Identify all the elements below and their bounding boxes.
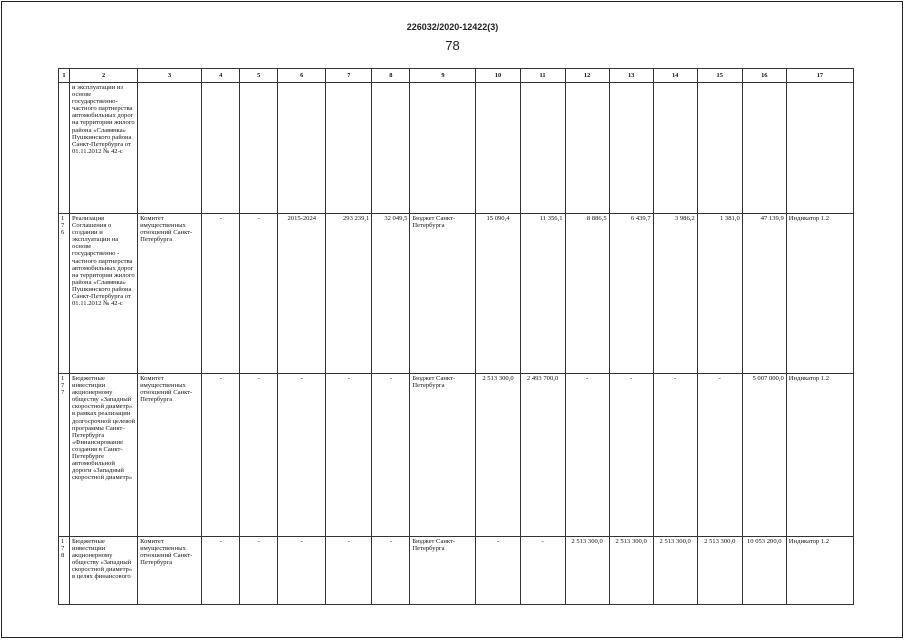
- table-row: [59, 374, 854, 537]
- column-header: 3: [138, 69, 202, 83]
- column-header: 11: [520, 69, 565, 83]
- cell: -: [326, 374, 372, 537]
- cell-value: 6 439,7: [609, 214, 653, 374]
- table-row: [59, 537, 854, 605]
- page-number: 78: [445, 38, 460, 53]
- cell: -: [202, 374, 240, 537]
- cell-source: [410, 83, 476, 214]
- cell-period: 2015-2024: [278, 214, 326, 374]
- cell: -: [240, 374, 278, 537]
- cell-value: 8 886,5: [565, 214, 609, 374]
- cell-number: 178: [59, 537, 70, 605]
- column-header: 6: [278, 69, 326, 83]
- cell: [565, 83, 609, 214]
- cell: -: [476, 537, 520, 605]
- column-header: 16: [742, 69, 786, 83]
- column-header: 1: [59, 69, 70, 83]
- column-header: 10: [476, 69, 520, 83]
- cell-value: 32 049,5: [372, 214, 410, 374]
- column-header: 7: [326, 69, 372, 83]
- cell-number: 176: [59, 214, 70, 374]
- cell-number: [59, 83, 70, 214]
- cell: -: [372, 537, 410, 605]
- cell: [697, 83, 742, 214]
- cell: [520, 83, 565, 214]
- cell: [278, 83, 326, 214]
- cell: -: [278, 537, 326, 605]
- cell-value: 2 513 300,0: [476, 374, 520, 537]
- cell-indicator: Индикатор 1.2: [786, 537, 853, 605]
- cell-executor: [138, 83, 202, 214]
- cell-source: Бюджет Санкт-Петербурга: [410, 537, 476, 605]
- cell-number: 177: [59, 374, 70, 537]
- cell: [372, 83, 410, 214]
- cell: [742, 83, 786, 214]
- cell-value: 293 239,1: [326, 214, 372, 374]
- document-id: 226032/2020-12422(3): [406, 22, 499, 32]
- cell: -: [240, 214, 278, 374]
- cell-description: Реализация Соглашения о создании и эксплуатации на основе государственно - частного партнерства автомобильных дорог на территории жилого района «Славянка» Пушкинского района Санкт-Петербурга от 01.11.2012 № 42-с: [70, 214, 138, 374]
- cell: -: [202, 537, 240, 605]
- column-header: 2: [70, 69, 138, 83]
- cell-value: 15 090,4: [476, 214, 520, 374]
- cell-indicator: Индикатор 1.2: [786, 214, 853, 374]
- cell-description: Бюджетные инвестиции акционерному обществу «Западный скоростной диаметр» в рамках реализации долгосрочной целевой программы Санкт-Петербурга «Финансирование создания в Санкт-Петербурге автомобильной дороги «Западный скоростной диаметр»: [70, 374, 138, 537]
- cell-value: 2 513 300,0: [697, 537, 742, 605]
- cell: -: [565, 374, 609, 537]
- cell-value: 2 513 300,0: [653, 537, 697, 605]
- cell: [653, 83, 697, 214]
- column-header: 8: [372, 69, 410, 83]
- cell-value: 2 493 700,0: [520, 374, 565, 537]
- cell: -: [609, 374, 653, 537]
- cell-executor: Комитет имущественных отношений Санкт-Петербурга: [138, 537, 202, 605]
- cell: -: [653, 374, 697, 537]
- cell: -: [372, 374, 410, 537]
- column-header: 4: [202, 69, 240, 83]
- cell-value: 2 513 300,0: [609, 537, 653, 605]
- budget-table: [58, 68, 854, 605]
- cell: [609, 83, 653, 214]
- column-header: 5: [240, 69, 278, 83]
- cell: [202, 83, 240, 214]
- column-header: 17: [786, 69, 853, 83]
- cell-value: 5 007 000,0: [742, 374, 786, 537]
- table-row: [59, 83, 854, 214]
- cell-value: 47 139,9: [742, 214, 786, 374]
- cell-value: 3 986,2: [653, 214, 697, 374]
- cell-description: и эксплуатации из основе государственно-частного партнерства автомобильных дорог на территории жилого района «Славянка» Пушкинского района Санкт-Петербурга от 01.11.2012 № 42-с: [70, 83, 138, 214]
- cell-value: 2 513 300,0: [565, 537, 609, 605]
- cell-value: 1 381,0: [697, 214, 742, 374]
- cell-description: Бюджетные инвестиции акционерному обществу «Западный скоростной диаметр» в целях финансового: [70, 537, 138, 605]
- cell-value: 11 356,1: [520, 214, 565, 374]
- column-header: 13: [609, 69, 653, 83]
- cell: [240, 83, 278, 214]
- cell-executor: Комитет имущественных отношений Санкт-Петербурга: [138, 374, 202, 537]
- cell: -: [240, 537, 278, 605]
- cell: [476, 83, 520, 214]
- cell: [326, 83, 372, 214]
- cell-executor: Комитет имущественных отношений Санкт-Петербурга: [138, 214, 202, 374]
- cell-indicator: [786, 83, 853, 214]
- column-header: 12: [565, 69, 609, 83]
- cell-source: Бюджет Санкт-Петербурга: [410, 214, 476, 374]
- table-row: [59, 214, 854, 374]
- cell: -: [520, 537, 565, 605]
- cell-source: Бюджет Санкт-Петербурга: [410, 374, 476, 537]
- column-header: 15: [697, 69, 742, 83]
- table-header-row: [59, 69, 854, 83]
- cell: -: [202, 214, 240, 374]
- column-header: 9: [410, 69, 476, 83]
- cell: -: [326, 537, 372, 605]
- cell: -: [697, 374, 742, 537]
- cell-indicator: Индикатор 1.2: [786, 374, 853, 537]
- column-header: 14: [653, 69, 697, 83]
- cell-value: 10 053 200,0: [742, 537, 786, 605]
- cell: -: [278, 374, 326, 537]
